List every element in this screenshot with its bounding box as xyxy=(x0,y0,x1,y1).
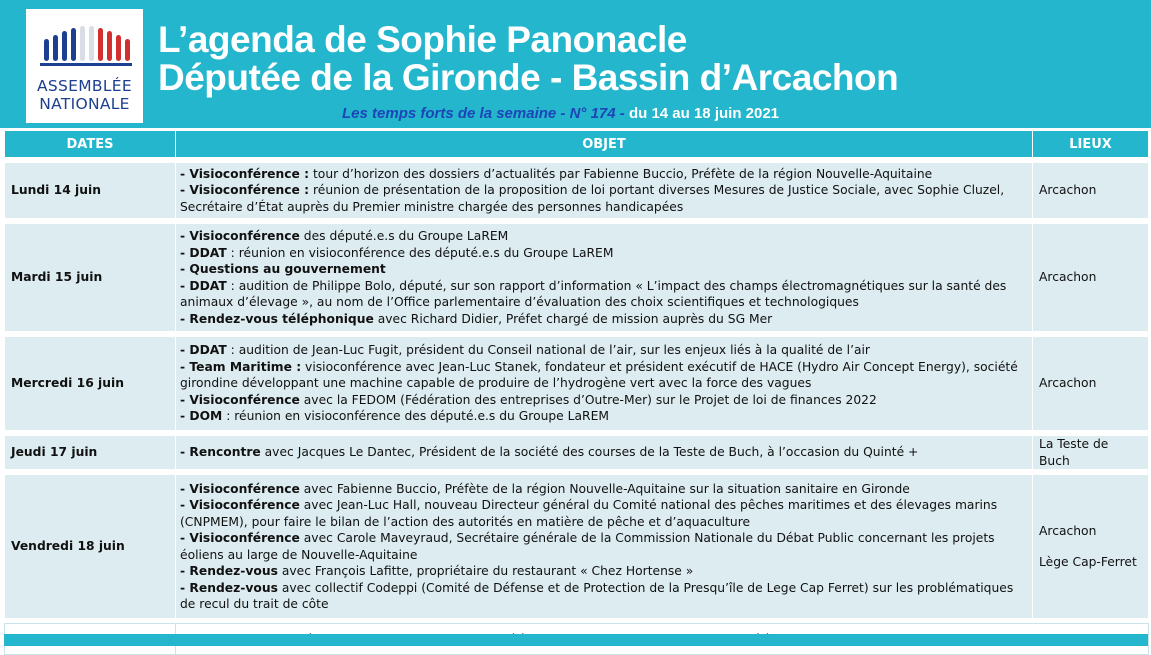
agenda-item xyxy=(180,342,1028,359)
hemicycle-bar xyxy=(80,26,85,61)
item-text: : audition de Jean-Luc Fugit, président du Conseil national de l’air, sur les enjeux liés à la qualité de l’air xyxy=(226,343,870,358)
agenda-item xyxy=(180,497,1028,530)
lieu-name: Arcachon xyxy=(1039,524,1097,538)
agenda-item xyxy=(180,166,1028,183)
hemicycle-bar xyxy=(116,35,121,61)
page-title: L’agenda de Sophie Panonacle xyxy=(158,19,687,60)
hemicycle-bar xyxy=(53,35,58,61)
item-bullet: - xyxy=(180,245,190,260)
header-objet: OBJET xyxy=(176,131,1033,158)
table-row xyxy=(5,163,1149,219)
lieu-cell xyxy=(1033,224,1149,332)
item-label: Visioconférence xyxy=(189,481,300,496)
item-text: des député.e.s du Groupe LaREM xyxy=(299,229,509,243)
page-subtitle-deputy: Députée de la Gironde - Bassin d’Arcachon xyxy=(158,57,899,98)
agenda-item xyxy=(180,408,1028,425)
table-row xyxy=(5,224,1149,332)
agenda-item xyxy=(180,392,1028,409)
agenda-table xyxy=(4,130,1149,655)
header-lieux: LIEUX xyxy=(1033,131,1149,158)
item-bullet: - xyxy=(180,580,190,595)
item-label: Visioconférence xyxy=(189,392,300,407)
item-label: Questions au gouvernement xyxy=(189,262,386,276)
item-text: réunion de présentation de la proposition de loi portant diverses Mesures de Justice Sociale, avec Sophie Cluzel, Secrétaire d’État auprès du Premier ministre chargée des personnes handicapées xyxy=(180,183,1005,214)
item-text: avec Carole Maveyraud, Secrétaire générale de la Commission Nationale du Débat Public concernant les projets éoliens au large de Nouvelle-Aquitaine xyxy=(180,531,995,562)
lieu-name: Lège Cap-Ferret xyxy=(1039,554,1137,569)
hemicycle-icon xyxy=(26,9,143,79)
item-bullet: - xyxy=(180,392,190,407)
item-label: Visioconférence xyxy=(189,498,300,512)
item-label: DDAT xyxy=(189,245,227,260)
objet-cell xyxy=(176,163,1033,219)
item-text: visioconférence avec Jean-Luc Stanek, fondateur et président exécutif de HACE (Hydro Air Concept Energy), société girondine développant une machine capable de produire de l’hydrogène vert avec la force des vagues xyxy=(180,359,1018,391)
issue-dates: du 14 au 18 juin 2021 xyxy=(624,105,780,122)
lieu-cell xyxy=(1033,475,1149,619)
hemicycle-bar xyxy=(44,39,49,61)
lieu-cell xyxy=(1033,337,1149,431)
item-bullet: - xyxy=(180,564,190,578)
lieu-name: Arcachon xyxy=(1039,270,1097,285)
item-bullet: - xyxy=(180,183,190,198)
table-row xyxy=(5,436,1149,470)
item-text: avec Jean-Luc Hall, nouveau Directeur général du Comité national des pêches maritimes et des élevages marins (CNPMEM), pour faire le bilan de l’action des autorités en matière de pêche et d’aquaculture xyxy=(180,498,998,529)
item-text: avec Richard Didier, Préfet chargé de mission auprès du SG Mer xyxy=(373,311,773,326)
item-label: Rencontre xyxy=(189,445,261,460)
table-row xyxy=(5,337,1149,431)
agenda-item xyxy=(180,261,1028,278)
item-label: Visioconférence xyxy=(189,531,300,545)
agenda-item xyxy=(180,278,1028,311)
item-bullet: - xyxy=(180,445,190,460)
issue-line xyxy=(342,104,779,124)
agenda-item xyxy=(180,311,1028,328)
item-bullet: - xyxy=(180,262,190,276)
agenda-item xyxy=(180,444,1028,461)
table-row xyxy=(5,475,1149,619)
logo-line1: ASSEMBLÉE xyxy=(36,77,132,95)
agenda-item xyxy=(180,580,1028,613)
date-cell: Mercredi 16 juin xyxy=(5,337,176,431)
item-label: Visioconférence : xyxy=(189,166,310,181)
agenda-item xyxy=(180,481,1028,498)
date-cell: Mardi 15 juin xyxy=(5,224,176,332)
item-bullet: - xyxy=(180,481,190,496)
item-bullet: - xyxy=(180,311,190,326)
assemblee-nationale-logo xyxy=(26,9,143,123)
objet-cell xyxy=(176,337,1033,431)
item-label: Rendez-vous xyxy=(189,564,278,578)
item-bullet: - xyxy=(180,359,190,374)
item-text: avec Jacques Le Dantec, Président de la société des courses de la Teste de Buch, à l’occasion du Quinté + xyxy=(260,445,919,460)
item-bullet: - xyxy=(180,166,190,181)
logo-line2: NATIONALE xyxy=(39,95,130,113)
table-header-row xyxy=(5,131,1149,158)
objet-cell xyxy=(176,475,1033,619)
hemicycle-bar xyxy=(98,28,103,61)
agenda-item xyxy=(180,359,1028,392)
item-bullet: - xyxy=(180,531,190,545)
agenda-item xyxy=(180,228,1028,245)
item-label: DOM xyxy=(189,409,223,424)
hemicycle-bar xyxy=(107,31,112,61)
item-text: avec François Lafitte, propriétaire du restaurant « Chez Hortense » xyxy=(277,564,694,578)
objet-cell xyxy=(176,436,1033,470)
hemicycle-bar xyxy=(62,31,67,61)
item-label: Visioconférence xyxy=(189,229,300,243)
hemicycle-bar xyxy=(125,39,130,61)
item-text: tour d’horizon des dossiers d’actualités par Fabienne Buccio, Préfète de la région Nouvelle-Aquitaine xyxy=(309,166,933,181)
header-banner xyxy=(0,0,1151,128)
item-label: Team Maritime : xyxy=(189,359,302,374)
date-cell: Lundi 14 juin xyxy=(5,163,176,219)
agenda-item xyxy=(180,182,1028,215)
lieu-name: La Teste de Buch xyxy=(1039,437,1109,468)
lieu-cell xyxy=(1033,436,1149,470)
item-text: avec collectif Codeppi (Comité de Défense et de Protection de la Presqu’île de Lege Cap Ferret) sur les problématiques de recul du trait de côte xyxy=(180,580,1014,611)
lieu-cell xyxy=(1033,163,1149,219)
item-bullet: - xyxy=(180,343,190,358)
lieu-name: Arcachon xyxy=(1039,183,1097,198)
item-text: : audition de Philippe Bolo, député, sur son rapport d’information « L’impact des champs électromagnétiques sur la santé des animaux d’élevage », au nom de l’Office parlementaire d’évaluation des choix scientifiques et technologiques xyxy=(180,278,1007,309)
agenda-item xyxy=(180,245,1028,262)
item-label: Rendez-vous téléphonique xyxy=(189,311,374,326)
item-text: avec Fabienne Buccio, Préfète de la région Nouvelle-Aquitaine sur la situation sanitaire en Gironde xyxy=(299,481,910,496)
bottom-bar xyxy=(4,634,1148,646)
objet-cell xyxy=(176,224,1033,332)
item-text: : réunion en visioconférence des député.e.s du Groupe LaREM xyxy=(226,245,614,260)
hemicycle-bar xyxy=(89,26,94,61)
item-bullet: - xyxy=(180,498,190,512)
item-label: Visioconférence : xyxy=(189,183,310,198)
header-dates: DATES xyxy=(5,131,176,158)
issue-label: Les temps forts de la semaine - N° 174 - xyxy=(342,105,625,122)
item-label: Rendez-vous xyxy=(189,580,278,595)
item-text: : réunion en visioconférence des député.e.s du Groupe LaREM xyxy=(222,409,609,424)
item-label: DDAT xyxy=(189,343,227,358)
hemicycle-base xyxy=(40,63,132,66)
agenda-item xyxy=(180,563,1028,580)
agenda-item xyxy=(180,530,1028,563)
item-bullet: - xyxy=(180,409,190,424)
item-bullet: - xyxy=(180,278,190,293)
item-text: avec la FEDOM (Fédération des entreprises d’Outre-Mer) sur le Projet de loi de finances 2022 xyxy=(299,392,877,407)
date-cell: Jeudi 17 juin xyxy=(5,436,176,470)
hemicycle-bar xyxy=(71,28,76,61)
item-bullet: - xyxy=(180,229,190,243)
item-label: DDAT xyxy=(189,278,227,293)
date-cell: Vendredi 18 juin xyxy=(5,475,176,619)
lieu-name: Arcachon xyxy=(1039,376,1097,391)
